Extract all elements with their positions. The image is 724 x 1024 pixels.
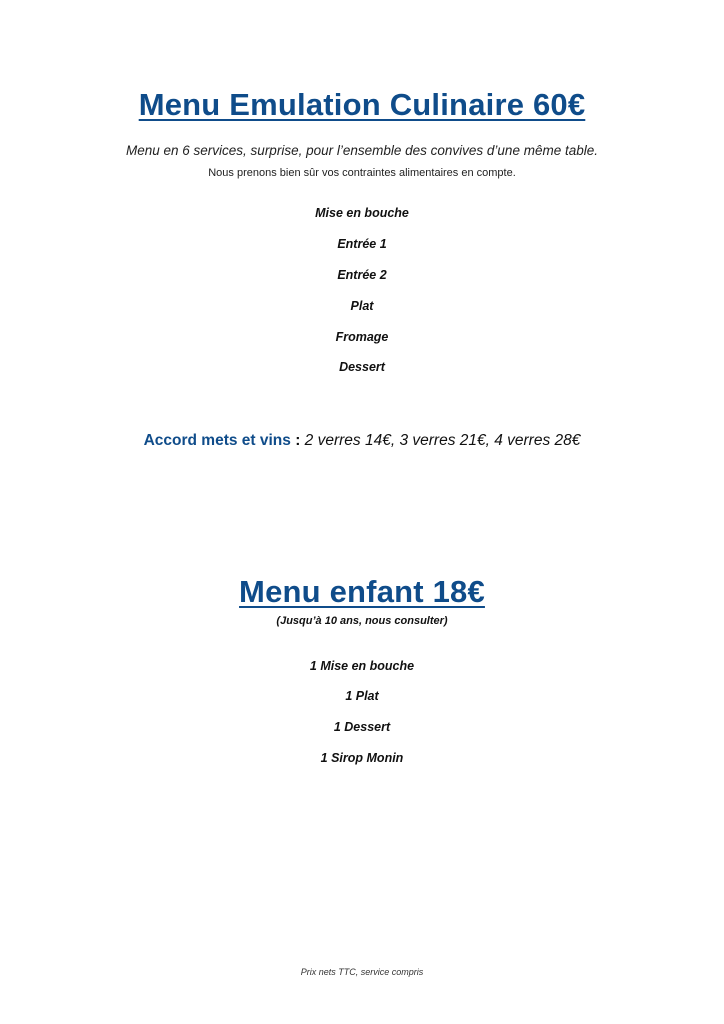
course-item: Mise en bouche (315, 206, 409, 220)
main-menu-description: Menu en 6 services, surprise, pour l’ensemble des convives d’une même table. (126, 143, 598, 158)
wine-pairing-prices: 2 verres 14€, 3 verres 21€, 4 verres 28€ (300, 432, 581, 449)
kids-menu-title: Menu enfant 18€ (239, 574, 485, 609)
course-item: Plat (350, 299, 374, 313)
course-item: Fromage (335, 330, 389, 344)
wine-pairing-label: Accord mets et vins (143, 432, 291, 449)
kids-item: 1 Dessert (333, 720, 391, 734)
main-menu-title: Menu Emulation Culinaire 60€ (138, 87, 586, 122)
wine-pairing (0, 432, 724, 450)
course-item: Dessert (339, 360, 385, 374)
kids-menu-note: (Jusqu’à 10 ans, nous consulter) (276, 615, 448, 627)
course-item: Entrée 2 (337, 268, 387, 282)
dietary-note: Nous prenons bien sûr vos contraintes alimentaires en compte. (208, 167, 516, 179)
price-footer: Prix nets TTC, service compris (300, 967, 424, 977)
wine-pairing-separator: : (290, 432, 301, 449)
kids-item: 1 Mise en bouche (309, 659, 415, 673)
course-item: Entrée 1 (337, 237, 387, 251)
kids-item: 1 Plat (345, 689, 379, 703)
kids-item: 1 Sirop Monin (320, 751, 404, 765)
